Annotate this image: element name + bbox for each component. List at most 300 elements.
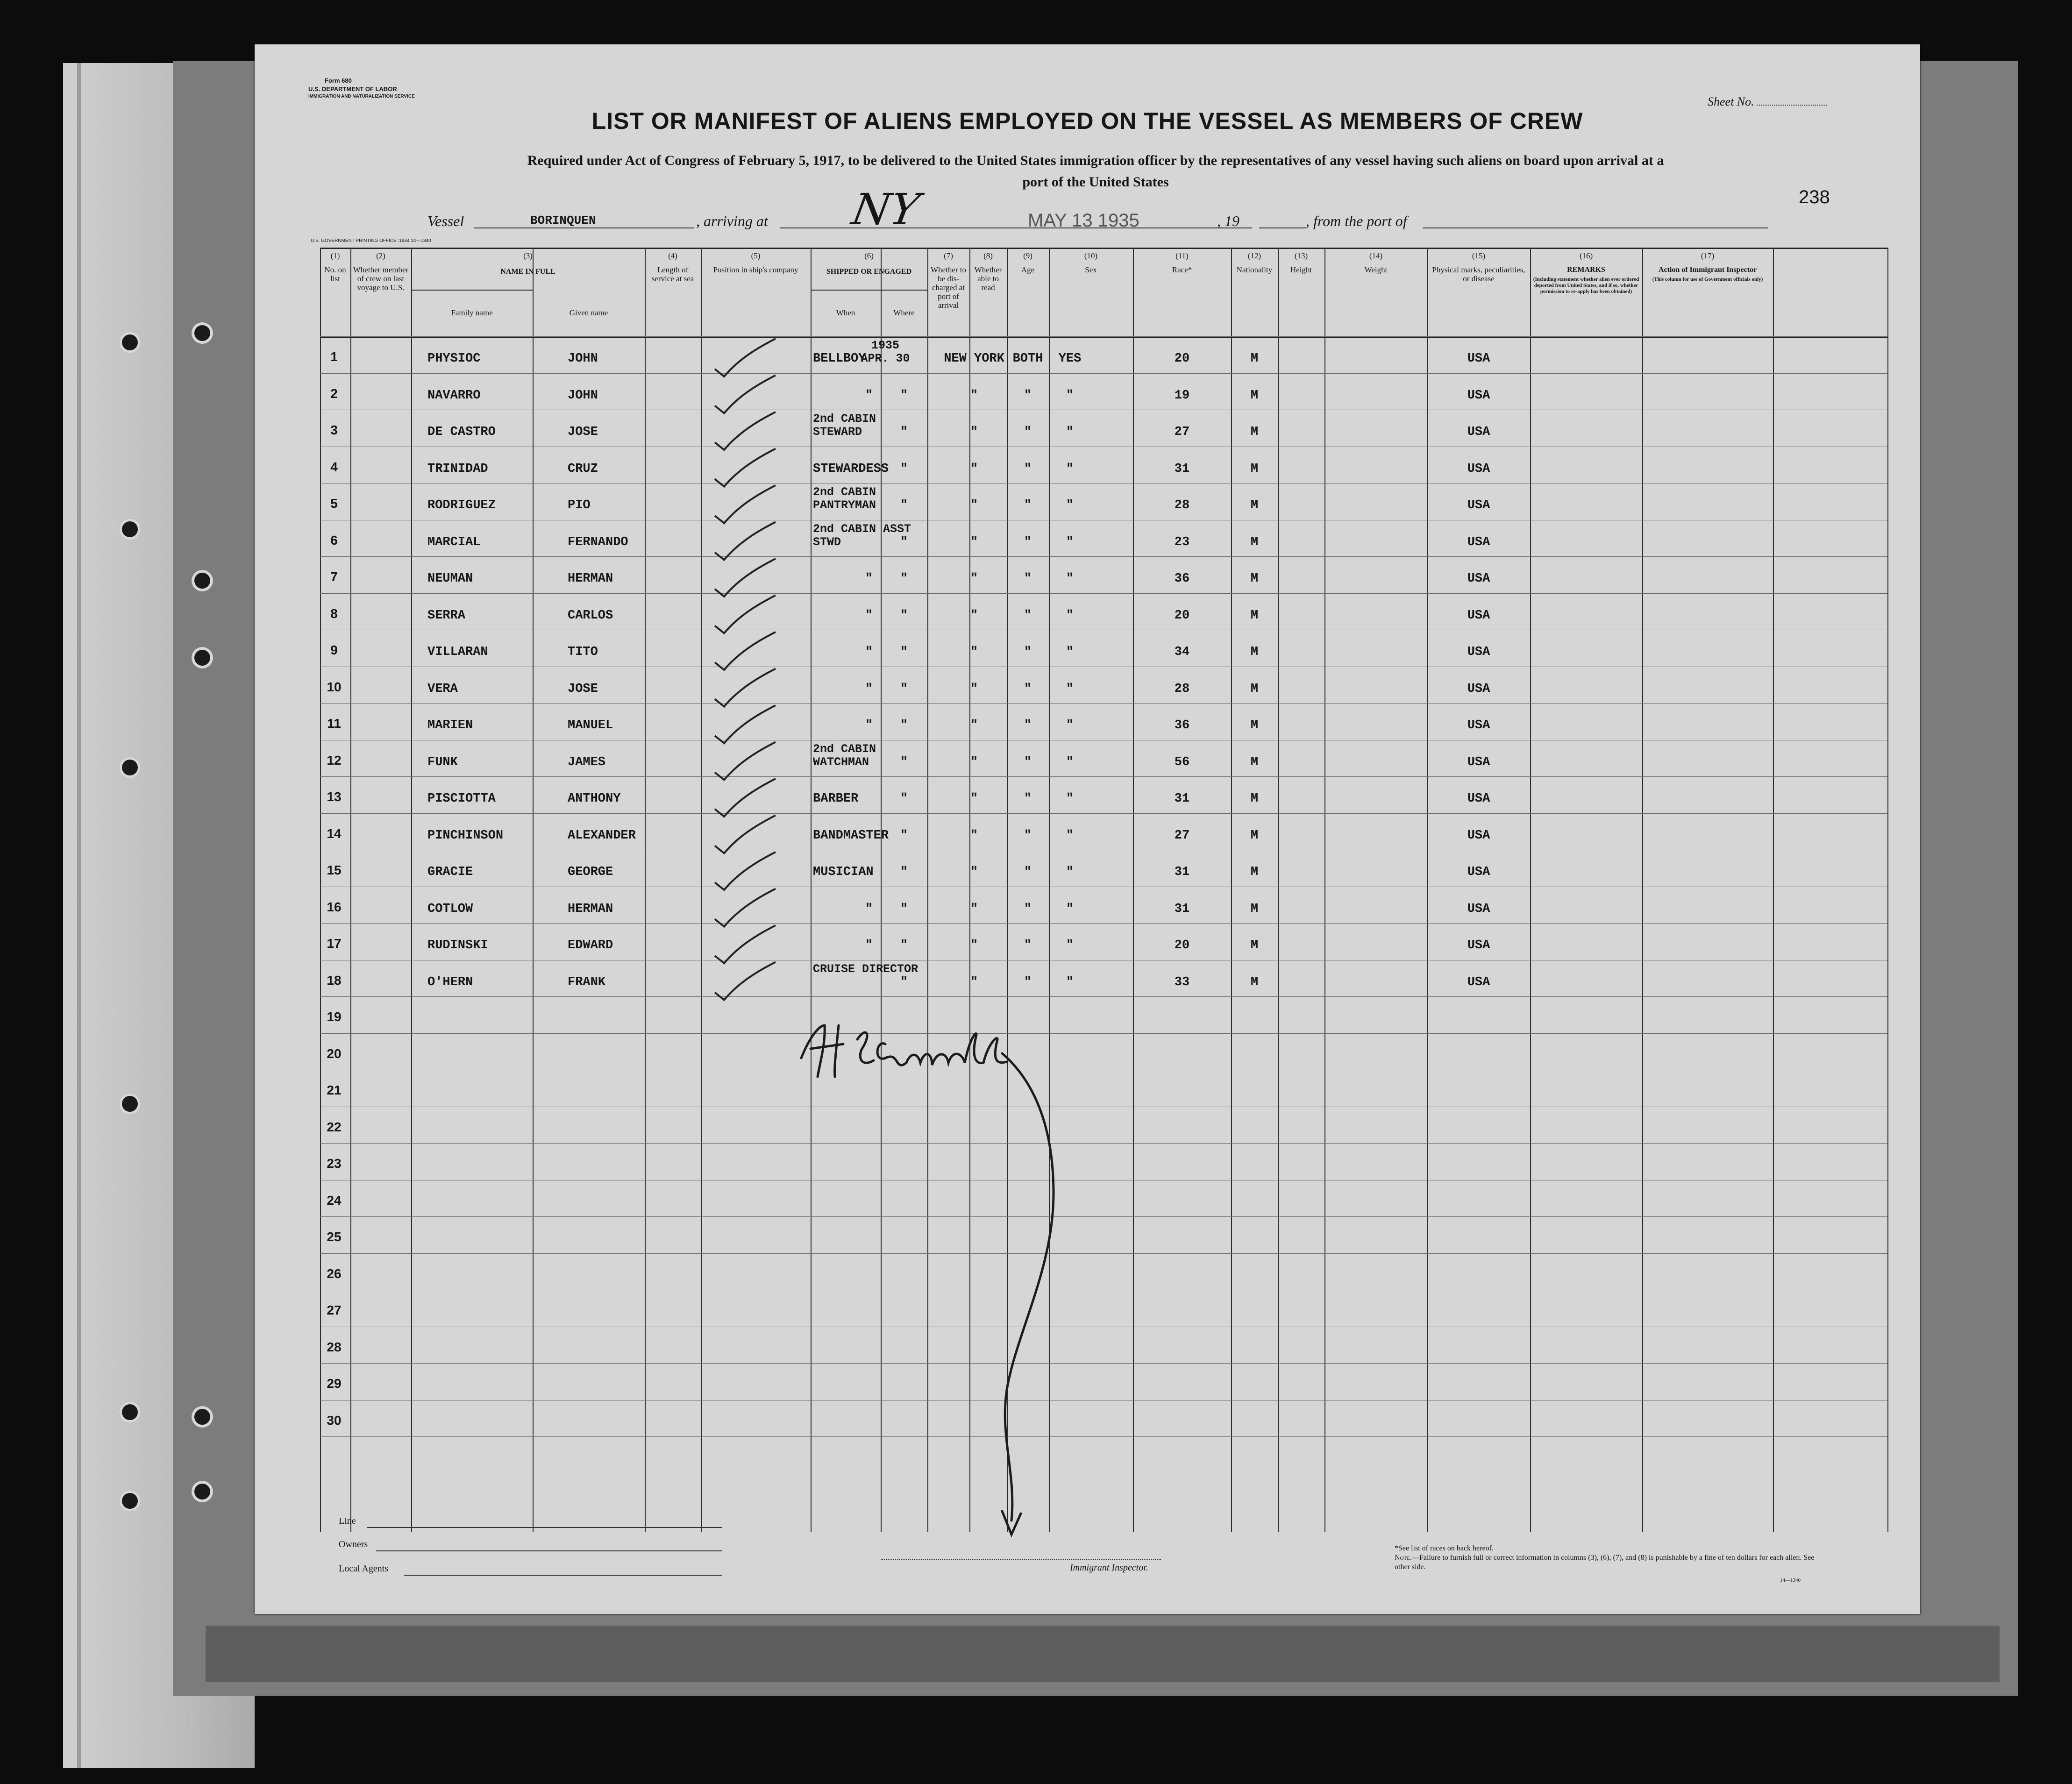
column-header: Nationality <box>1236 265 1273 274</box>
row-number: 28 <box>327 1339 342 1354</box>
binder-hole <box>192 570 213 591</box>
column-divider <box>533 248 534 1532</box>
vessel-label: Vessel <box>427 213 464 229</box>
shipped-when: " <box>900 572 908 586</box>
checkmark <box>715 339 776 377</box>
shipped-where: " <box>970 498 978 512</box>
sex: M <box>1250 828 1259 843</box>
family-name: PHYSIOC <box>427 352 481 366</box>
row-number: 19 <box>327 1009 342 1024</box>
column-header: Action of Immigrant Inspector <box>1658 266 1757 274</box>
able-to-read: " <box>1066 425 1074 439</box>
column-divider <box>411 248 412 1532</box>
position: 2nd CABIN STEWARD <box>813 412 876 439</box>
nationality: USA <box>1467 645 1490 659</box>
column-number: (10) <box>1084 251 1098 260</box>
whether-discharged: " <box>1024 865 1032 879</box>
age: 31 <box>1174 462 1190 476</box>
whether-discharged: " <box>1024 608 1032 623</box>
row-number: 20 <box>327 1046 342 1061</box>
column-header: Weight <box>1364 265 1388 274</box>
row-number: 30 <box>327 1413 342 1428</box>
shipped-where: " <box>970 535 978 549</box>
row-number: 9 <box>330 643 338 657</box>
nationality: USA <box>1467 572 1490 586</box>
column-number: (13) <box>1294 251 1308 260</box>
position: BELLBOY <box>813 352 866 366</box>
column-divider <box>1278 248 1279 1532</box>
shipped-where: " <box>970 902 978 916</box>
age: 34 <box>1174 645 1190 659</box>
column-header: SHIPPED OR ENGAGED <box>826 268 912 276</box>
nationality: USA <box>1467 865 1490 879</box>
inspector-line <box>881 1559 1161 1560</box>
shipped-when: 1935 APR. 30 <box>861 339 910 365</box>
position: " <box>865 938 873 952</box>
year-label: , 19 <box>1217 213 1239 229</box>
binder-hole <box>119 1490 141 1512</box>
column-divider <box>1773 248 1774 1532</box>
column-divider <box>350 248 351 1532</box>
checkmark <box>715 559 776 597</box>
shipped-where: NEW YORK <box>944 352 1004 366</box>
nationality: USA <box>1467 535 1490 549</box>
whether-discharged: " <box>1024 792 1032 806</box>
column-number: (5) <box>751 251 761 260</box>
family-name: COTLOW <box>427 902 473 916</box>
position: " <box>865 645 873 659</box>
from-port-line <box>1423 227 1768 228</box>
whether-discharged: " <box>1024 425 1032 439</box>
row-divider <box>320 336 1887 337</box>
row-number: 21 <box>327 1083 342 1097</box>
able-to-read: " <box>1066 535 1074 549</box>
family-name: DE CASTRO <box>427 425 496 439</box>
position: 2nd CABIN PANTRYMAN <box>813 485 876 512</box>
shipped-when: " <box>900 718 908 732</box>
checkmark <box>715 596 776 633</box>
able-to-read: " <box>1066 608 1074 623</box>
given-name: GEORGE <box>568 865 613 879</box>
shipped-when: " <box>900 865 908 879</box>
shipped-where: " <box>970 462 978 476</box>
whether-discharged: " <box>1024 645 1032 659</box>
row-number: 1 <box>330 349 338 364</box>
shipped-when: " <box>900 682 908 696</box>
able-to-read: " <box>1066 462 1074 476</box>
underlying-sheet-edge <box>206 1626 2000 1682</box>
column-number: (11) <box>1175 251 1189 260</box>
position: CRUISE DIRECTOR <box>813 962 919 976</box>
shipped-when: " <box>900 792 908 806</box>
row-number: 29 <box>327 1376 342 1391</box>
nationality: USA <box>1467 388 1490 403</box>
nationality: USA <box>1467 828 1490 843</box>
nationality: USA <box>1467 902 1490 916</box>
column-header: Whether to be dis-charged at port of arrival <box>931 265 966 310</box>
family-name: NEUMAN <box>427 572 473 586</box>
column-divider <box>1642 248 1643 1532</box>
row-number: 24 <box>327 1193 342 1208</box>
age: 20 <box>1174 352 1190 366</box>
age: 36 <box>1174 718 1190 732</box>
column-subheader: Given name <box>569 308 608 317</box>
line-label: Line <box>339 1516 356 1526</box>
nationality: USA <box>1467 755 1490 769</box>
shipped-where: " <box>970 682 978 696</box>
whether-discharged: " <box>1024 498 1032 512</box>
nationality: USA <box>1467 718 1490 732</box>
row-number: 26 <box>327 1266 342 1281</box>
column-header: Race* <box>1172 265 1192 274</box>
age: 23 <box>1174 535 1190 549</box>
able-to-read: " <box>1066 498 1074 512</box>
sex: M <box>1250 792 1259 806</box>
column-header: REMARKS <box>1567 266 1605 274</box>
column-header: Length of service at sea <box>651 265 694 283</box>
shipped-where: " <box>970 718 978 732</box>
row-number: 12 <box>327 753 342 768</box>
sex: M <box>1250 462 1259 476</box>
department: U.S. DEPARTMENT OF LABOR <box>308 85 397 92</box>
from-port-label: , from the port of <box>1306 213 1407 229</box>
whether-discharged: BOTH <box>1012 352 1043 366</box>
row-divider <box>320 923 1887 924</box>
given-name: FERNANDO <box>568 535 628 549</box>
column-divider <box>645 248 646 1532</box>
age: 31 <box>1174 792 1190 806</box>
binder-hole <box>119 519 141 540</box>
printing-office: U.S. GOVERNMENT PRINTING OFFICE: 1934 14—1340 <box>311 238 431 243</box>
checkmark <box>715 669 776 707</box>
able-to-read: " <box>1066 938 1074 952</box>
binder-hole <box>192 1481 213 1502</box>
shipped-when: " <box>900 975 908 989</box>
row-divider <box>320 703 1887 704</box>
given-name: TITO <box>568 645 598 659</box>
whether-discharged: " <box>1024 682 1032 696</box>
given-name: ALEXANDER <box>568 828 636 843</box>
family-name: TRINIDAD <box>427 462 488 476</box>
binder-hole <box>119 1401 141 1423</box>
column-number: (16) <box>1579 251 1593 260</box>
shipped-where: " <box>970 572 978 586</box>
age: 28 <box>1174 498 1190 512</box>
given-name: JOSE <box>568 682 598 696</box>
family-name: MARCIAL <box>427 535 481 549</box>
shipped-where: " <box>970 975 978 989</box>
column-note: (Including statement whether alien ever ordered deported from United States, and if so, whether permission to re-apply has been obtained) <box>1533 277 1639 294</box>
checkmark <box>715 852 776 890</box>
family-name: VERA <box>427 682 458 696</box>
binder-hole <box>192 1406 213 1428</box>
row-number: 5 <box>330 496 338 511</box>
row-divider <box>320 556 1887 557</box>
arriving-port-handwritten: NY <box>848 185 923 235</box>
position: " <box>865 718 873 732</box>
given-name: EDWARD <box>568 938 613 952</box>
sex: M <box>1250 645 1259 659</box>
row-number: 23 <box>327 1156 342 1171</box>
form-code: 14—1340 <box>1780 1578 1801 1583</box>
family-name: SERRA <box>427 608 466 623</box>
nationality: USA <box>1467 938 1490 952</box>
service: IMMIGRATION AND NATURALIZATION SERVICE <box>308 94 415 99</box>
shipped-when: " <box>900 462 908 476</box>
sex: M <box>1250 352 1259 366</box>
local-agents-label: Local Agents <box>339 1564 389 1574</box>
position: BANDMASTER <box>813 828 889 843</box>
whether-discharged: " <box>1024 572 1032 586</box>
row-number: 10 <box>327 679 342 694</box>
column-divider <box>1887 248 1888 1532</box>
column-subheader: Where <box>893 308 915 317</box>
given-name: FRANK <box>568 975 606 989</box>
subheader-divider <box>411 290 533 291</box>
arriving-label: , arriving at <box>696 213 768 229</box>
whether-discharged: " <box>1024 535 1032 549</box>
column-divider <box>1427 248 1428 1532</box>
nationality: USA <box>1467 682 1490 696</box>
column-header: Whether able to read <box>974 265 1002 292</box>
nationality: USA <box>1467 608 1490 623</box>
sex: M <box>1250 902 1259 916</box>
shipped-when: " <box>900 535 908 549</box>
family-name: NAVARRO <box>427 388 481 403</box>
column-header: Whether member of crew on last voyage to U.S. <box>353 265 409 292</box>
row-number: 6 <box>330 533 338 547</box>
manifest-sheet <box>255 44 1920 1614</box>
column-number: (17) <box>1701 251 1715 260</box>
whether-discharged: " <box>1024 718 1032 732</box>
owners-field <box>376 1549 722 1551</box>
row-divider <box>320 996 1887 997</box>
given-name: JOSE <box>568 425 598 439</box>
able-to-read: YES <box>1058 352 1082 366</box>
given-name: JOHN <box>568 352 598 366</box>
given-name: JAMES <box>568 755 606 769</box>
shipped-when: " <box>900 938 908 952</box>
shipped-where: " <box>970 388 978 403</box>
nationality: USA <box>1467 425 1490 439</box>
family-name: PINCHINSON <box>427 828 504 843</box>
row-number: 17 <box>327 936 342 951</box>
row-number: 2 <box>330 386 338 401</box>
row-number: 11 <box>327 716 341 731</box>
shipped-when: " <box>900 388 908 403</box>
sex: M <box>1250 535 1259 549</box>
position: " <box>865 902 873 916</box>
given-name: JOHN <box>568 388 598 403</box>
row-number: 14 <box>327 826 342 841</box>
able-to-read: " <box>1066 388 1074 403</box>
given-name: ANTHONY <box>568 792 621 806</box>
checkmark <box>715 816 776 853</box>
row-divider <box>320 593 1887 594</box>
able-to-read: " <box>1066 682 1074 696</box>
nationality: USA <box>1467 498 1490 512</box>
shipped-when: " <box>900 425 908 439</box>
position: 2nd CABIN WATCHMAN <box>813 742 876 769</box>
column-header: NAME IN FULL <box>500 268 555 276</box>
subheader-divider <box>811 290 927 291</box>
column-subheader: Family name <box>451 308 493 317</box>
row-number: 8 <box>330 606 338 621</box>
age: 36 <box>1174 572 1190 586</box>
family-name: PISCIOTTA <box>427 792 496 806</box>
column-header: Position in ship's company <box>713 265 798 274</box>
binder-hole <box>119 332 141 353</box>
family-name: GRACIE <box>427 865 473 879</box>
age: 31 <box>1174 902 1190 916</box>
sex: M <box>1250 718 1259 732</box>
whether-discharged: " <box>1024 462 1032 476</box>
checkmark <box>715 889 776 927</box>
column-note: (This column for use of Government officials only) <box>1652 277 1763 282</box>
family-name: VILLARAN <box>427 645 488 659</box>
given-name: CARLOS <box>568 608 613 623</box>
age: 56 <box>1174 755 1190 769</box>
checkmark <box>715 962 776 1000</box>
arrival-date-stamp: MAY 13 1935 <box>1028 210 1139 231</box>
given-name: CRUZ <box>568 462 598 476</box>
age: 31 <box>1174 865 1190 879</box>
column-number: (2) <box>376 251 385 260</box>
family-name: RODRIGUEZ <box>427 498 496 512</box>
age: 27 <box>1174 425 1190 439</box>
shipped-where: " <box>970 608 978 623</box>
year-line <box>1259 227 1306 228</box>
whether-discharged: " <box>1024 902 1032 916</box>
shipped-when: " <box>900 902 908 916</box>
able-to-read: " <box>1066 755 1074 769</box>
nationality: USA <box>1467 975 1490 989</box>
position: 2nd CABIN ASST STWD <box>813 522 911 549</box>
page-number: 238 <box>1799 187 1830 207</box>
local-agents-field <box>404 1574 722 1576</box>
shipped-when: " <box>900 828 908 843</box>
position: BARBER <box>813 792 859 806</box>
able-to-read: " <box>1066 645 1074 659</box>
column-divider <box>1530 248 1531 1532</box>
binder-hole <box>192 647 213 668</box>
age: 20 <box>1174 608 1190 623</box>
row-number: 13 <box>327 789 342 804</box>
nationality: USA <box>1467 792 1490 806</box>
row-number: 25 <box>327 1230 342 1244</box>
binder-hole <box>119 1093 141 1115</box>
shipped-where: " <box>970 425 978 439</box>
shipped-when: " <box>900 645 908 659</box>
sex: M <box>1250 498 1259 512</box>
able-to-read: " <box>1066 975 1074 989</box>
sex: M <box>1250 975 1259 989</box>
family-name: MARIEN <box>427 718 473 732</box>
checkmark <box>715 485 776 523</box>
column-number: (6) <box>864 251 874 260</box>
footer-note: *See list of races on back hereof. Note.—Failure to furnish full or correct information in columns (3), (6), (7), and (8) is punishable by a fine of ten dollars for each alien. See other side. <box>1395 1544 1815 1571</box>
shipped-where: " <box>970 645 978 659</box>
column-header: Sex <box>1085 265 1097 274</box>
able-to-read: " <box>1066 865 1074 879</box>
position: STEWARDESS <box>813 462 889 476</box>
position: " <box>865 572 873 586</box>
row-number: 7 <box>330 569 338 584</box>
row-divider <box>320 776 1887 777</box>
column-number: (1) <box>330 251 340 260</box>
shipped-where: " <box>970 792 978 806</box>
row-number: 3 <box>330 423 338 437</box>
able-to-read: " <box>1066 572 1074 586</box>
shipped-where: " <box>970 828 978 843</box>
shipped-where: " <box>970 865 978 879</box>
row-number: 4 <box>330 459 338 474</box>
row-number: 15 <box>327 863 342 877</box>
able-to-read: " <box>1066 902 1074 916</box>
position: " <box>865 608 873 623</box>
shipped-when: " <box>900 755 908 769</box>
whether-discharged: " <box>1024 755 1032 769</box>
row-divider <box>320 813 1887 814</box>
checkmark <box>715 705 776 743</box>
age: 27 <box>1174 828 1190 843</box>
sex: M <box>1250 682 1259 696</box>
checkmark <box>715 412 776 450</box>
column-header: Age <box>1021 265 1035 274</box>
family-name: FUNK <box>427 755 458 769</box>
binder-hole <box>192 322 213 344</box>
given-name: HERMAN <box>568 572 613 586</box>
whether-discharged: " <box>1024 975 1032 989</box>
inspector-signature <box>792 1007 1259 1595</box>
checkmark <box>715 925 776 963</box>
shipped-when: " <box>900 498 908 512</box>
column-number: (7) <box>944 251 953 260</box>
sex: M <box>1250 608 1259 623</box>
column-number: (14) <box>1369 251 1383 260</box>
shipped-where: " <box>970 755 978 769</box>
binder-hole <box>119 757 141 778</box>
column-header: Physical marks, peculiarities, or disease <box>1432 265 1525 283</box>
age: 28 <box>1174 682 1190 696</box>
given-name: PIO <box>568 498 591 512</box>
sex: M <box>1250 755 1259 769</box>
checkmark <box>715 742 776 780</box>
column-header: No. on list <box>324 265 346 283</box>
position: " <box>865 388 873 403</box>
row-number: 16 <box>327 899 342 914</box>
position: MUSICIAN <box>813 865 874 879</box>
row-number: 22 <box>327 1119 342 1134</box>
family-name: O'HERN <box>427 975 473 989</box>
column-number: (9) <box>1023 251 1032 260</box>
owners-label: Owners <box>339 1539 368 1549</box>
given-name: MANUEL <box>568 718 613 732</box>
form-number: Form 680 <box>325 77 352 84</box>
page-title: LIST OR MANIFEST OF ALIENS EMPLOYED ON THE VESSEL AS MEMBERS OF CREW <box>591 108 1583 134</box>
checkmark <box>715 449 776 487</box>
checkmark <box>715 522 776 560</box>
checkmark <box>715 632 776 670</box>
shipped-when: " <box>900 608 908 623</box>
whether-discharged: " <box>1024 938 1032 952</box>
sex: M <box>1250 865 1259 879</box>
nationality: USA <box>1467 462 1490 476</box>
age: 20 <box>1174 938 1190 952</box>
service-checkmarks <box>701 336 813 1015</box>
sheet-number-label: Sheet No. <box>1708 95 1827 109</box>
checkmark <box>715 779 776 817</box>
